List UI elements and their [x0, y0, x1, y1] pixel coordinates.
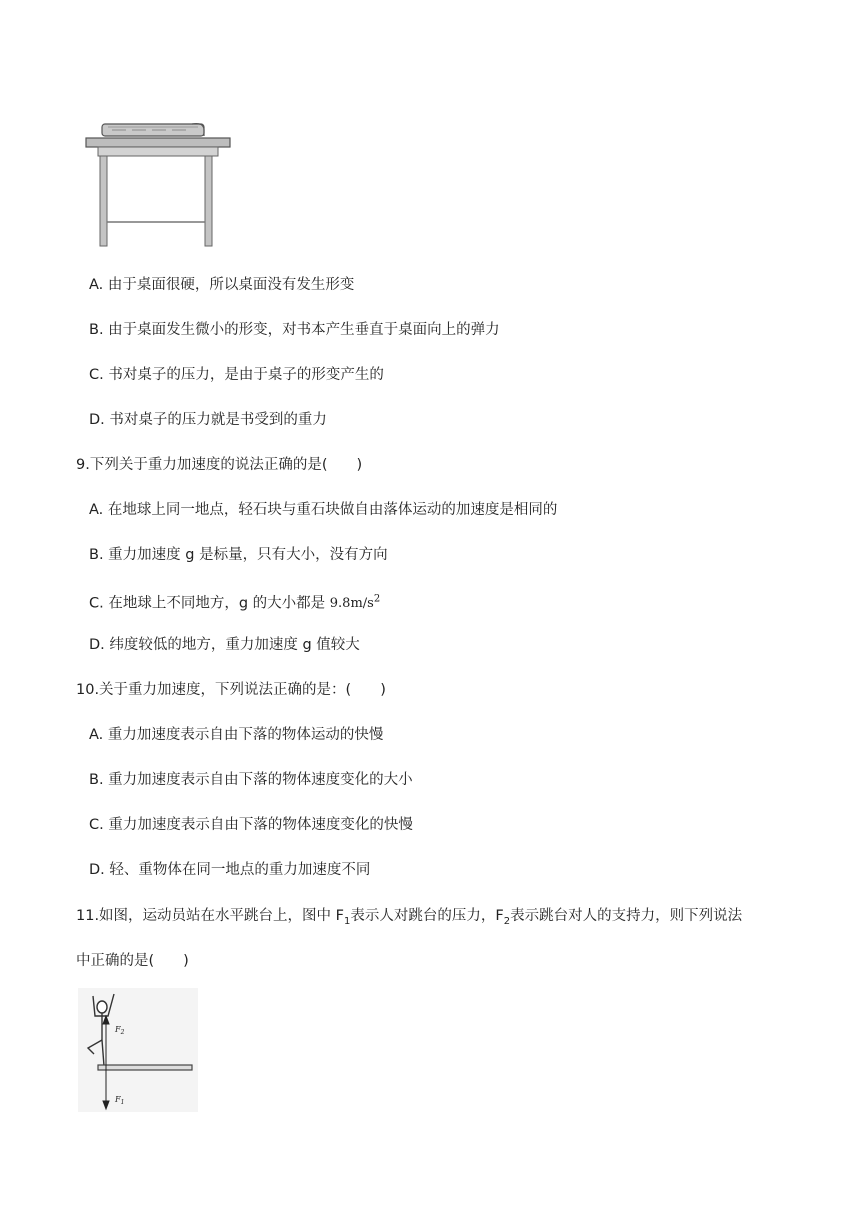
option-d: D. 书对桌子的压力就是书受到的重力: [89, 412, 327, 428]
diving-platform: [98, 1065, 192, 1070]
f1-label: $F_1$: [115, 1095, 125, 1106]
table: [86, 138, 230, 246]
book: [102, 124, 204, 136]
question-11-stem: 11.如图，运动员站在水平跳台上，图中 $F_1$表示人对跳台的压力，$F_2$表示跳台对人的支持力，则下列说法: [76, 908, 743, 927]
diver-on-platform-figure: [78, 988, 198, 1112]
option-a: A. 由于桌面很硬，所以桌面没有发生形变: [89, 277, 355, 293]
question-10-stem: 10.关于重力加速度，下列说法正确的是：( ): [76, 682, 386, 698]
question-9-stem: 9.下列关于重力加速度的说法正确的是( ): [76, 457, 363, 473]
option-c: C. 重力加速度表示自由下落的物体速度变化的快慢: [89, 817, 413, 833]
option-b: B. 重力加速度 g 是标量，只有大小，没有方向: [89, 547, 388, 563]
f2-label: $F_2$: [115, 1025, 125, 1036]
option-a: A. 重力加速度表示自由下落的物体运动的快慢: [89, 727, 384, 743]
option-b: B. 由于桌面发生微小的形变，对书本产生垂直于桌面向上的弹力: [89, 322, 500, 338]
option-c-text: C. 在地球上不同地方，g 的大小都是: [89, 595, 330, 612]
option-d: D. 纬度较低的地方，重力加速度 g 值较大: [89, 637, 360, 653]
option-c: C. 书对桌子的压力，是由于桌子的形变产生的: [89, 367, 384, 383]
f1-symbol: $F_1$: [335, 908, 351, 927]
gravity-value: $9.8m/s^2$: [329, 594, 381, 612]
book-on-table-figure: [82, 118, 234, 250]
option-d: D. 轻、重物体在同一地点的重力加速度不同: [89, 862, 371, 878]
question-11-stem-line2: 中正确的是( ): [76, 953, 189, 969]
f2-symbol: $F_2$: [495, 908, 511, 927]
option-c: [0, 590, 860, 614]
option-b: B. 重力加速度表示自由下落的物体速度变化的大小: [89, 772, 413, 788]
option-a: A. 在地球上同一地点，轻石块与重石块做自由落体运动的加速度是相同的: [89, 502, 558, 518]
